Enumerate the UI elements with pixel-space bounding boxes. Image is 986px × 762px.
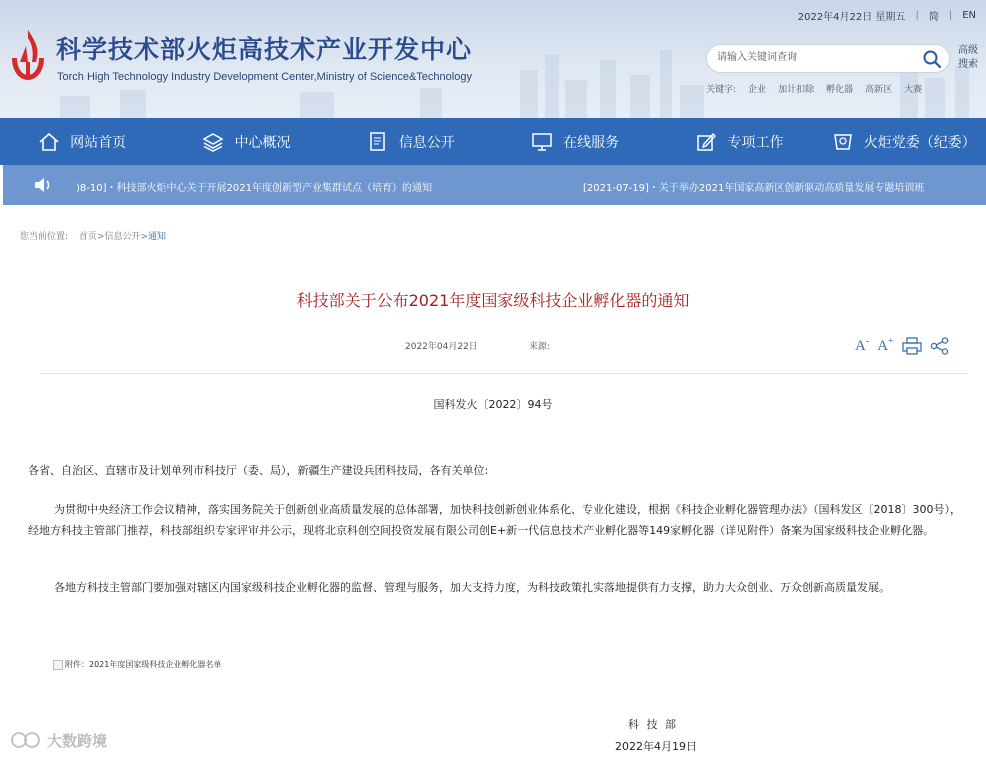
- nav-item-label: 火炬党委（纪委）: [863, 134, 976, 151]
- nav-item-overview[interactable]: [164, 118, 328, 165]
- article-paragraph: 为贯彻中央经济工作会议精神，落实国务院关于创新创业高质量发展的总体部署，加快科技创新创业体系化、专业化建设，根据《科技企业孵化器管理办法》（国科发区〔2018〕300号），经地方科技主管部门推荐，科技部组织专家评审并公示，现将北京科创空间投资发展有限公司创E+新一代信息技术产业孵化器等149家孵化器（详见附件）备案为国家级科技企业孵化器。: [28, 503, 961, 537]
- divider: [40, 373, 968, 374]
- edit-icon: [695, 131, 717, 153]
- article-tools: [855, 336, 950, 355]
- keyword-link[interactable]: 高新区: [865, 85, 893, 95]
- document-number: 国科发火〔2022〕94号: [433, 398, 553, 411]
- lang-english-link[interactable]: EN: [962, 10, 976, 21]
- monitor-icon: [531, 131, 553, 153]
- main-nav: [0, 118, 986, 165]
- breadcrumb-separator: >: [96, 232, 105, 242]
- search-icon[interactable]: [923, 50, 941, 68]
- keyword-link[interactable]: 企业: [748, 85, 767, 95]
- nav-item-label: 在线服务: [563, 134, 620, 151]
- broken-image-icon: [53, 660, 63, 670]
- lang-simplified-link[interactable]: 简: [928, 12, 939, 23]
- document-icon: [367, 131, 389, 153]
- nav-item-label: 网站首页: [70, 134, 127, 151]
- font-decrease-icon[interactable]: A-: [855, 336, 870, 354]
- font-increase-icon[interactable]: A+: [877, 336, 894, 354]
- signature-date: 2022年4月19日: [615, 740, 697, 753]
- breadcrumb-separator: >: [140, 232, 149, 242]
- nav-item-label: 专项工作: [727, 134, 784, 151]
- ticker-item[interactable]: [2021-07-19]・关于举办2021年国家高新区创新驱动高质量发展专题培训班: [583, 183, 925, 194]
- article-meta: [405, 339, 550, 352]
- nav-item-label: 中心概况: [234, 134, 291, 151]
- search-keywords: [706, 82, 922, 95]
- torch-logo-icon[interactable]: [6, 28, 50, 82]
- breadcrumb: [20, 229, 166, 242]
- nav-item-label: 信息公开: [398, 134, 455, 151]
- print-icon[interactable]: [902, 337, 922, 355]
- article-paragraph: 各地方科技主管部门要加强对辖区内国家级科技企业孵化器的监督、管理与服务，加大支持力度，为科技政策扎实落地提供有力支撑，助力大众创业、万众创新高质量发展。: [54, 581, 890, 594]
- current-date: 2022年4月22日 星期五: [797, 12, 906, 23]
- attachment-link[interactable]: [53, 659, 221, 670]
- watermark: [10, 729, 107, 751]
- home-icon: [38, 131, 60, 153]
- signature: 科 技 部: [628, 718, 678, 731]
- article-date: 2022年04月22日: [405, 342, 478, 352]
- share-icon[interactable]: [930, 337, 950, 355]
- breadcrumb-label: 您当前位置:: [20, 232, 69, 242]
- nav-item-home[interactable]: [0, 118, 164, 165]
- site-subtitle: Torch High Technology Industry Development Center,Ministry of Science&Technology: [57, 71, 472, 83]
- search-input[interactable]: [715, 51, 919, 64]
- ticker-item[interactable]: )8-10]・科技部火炬中心关于开展2021年度创新型产业集群试点（培育）的通知: [76, 183, 432, 194]
- layers-icon: [202, 131, 224, 153]
- nav-item-party[interactable]: [822, 118, 986, 165]
- party-icon: [832, 131, 854, 153]
- breadcrumb-home[interactable]: 首页: [78, 232, 97, 242]
- site-title[interactable]: 科学技术部火炬高技术产业开发中心: [56, 35, 473, 64]
- salutation: 各省、自治区、直辖市及计划单列市科技厅（委、局），新疆生产建设兵团科技局，各有关单位:: [28, 464, 489, 477]
- keyword-link[interactable]: 大赛: [904, 85, 923, 95]
- watermark-text: 大数跨境: [47, 731, 108, 750]
- watermark-logo-icon: [10, 729, 44, 751]
- keywords-label: 关键字:: [706, 85, 737, 95]
- article-title: 科技部关于公布2021年度国家级科技企业孵化器的通知: [296, 291, 690, 310]
- top-bar: 2022年4月22日 星期五 | 简 | EN: [797, 10, 976, 23]
- keyword-link[interactable]: 加计扣除: [778, 85, 815, 95]
- nav-item-info[interactable]: [329, 118, 493, 165]
- nav-item-services[interactable]: [493, 118, 657, 165]
- attachment-label: 附件：2021年度国家级科技企业孵化器名单: [65, 660, 222, 669]
- breadcrumb-section[interactable]: 信息公开: [104, 232, 141, 242]
- search-box: [706, 44, 950, 73]
- keyword-link[interactable]: 孵化器: [826, 85, 854, 95]
- news-ticker: [3, 165, 986, 205]
- article-source-label: 来源:: [528, 342, 550, 352]
- speaker-icon: [33, 175, 53, 195]
- advanced-search-link[interactable]: 高级搜索: [958, 45, 978, 70]
- nav-item-special[interactable]: [657, 118, 821, 165]
- site-header: [0, 0, 986, 118]
- breadcrumb-current[interactable]: 通知: [148, 232, 167, 242]
